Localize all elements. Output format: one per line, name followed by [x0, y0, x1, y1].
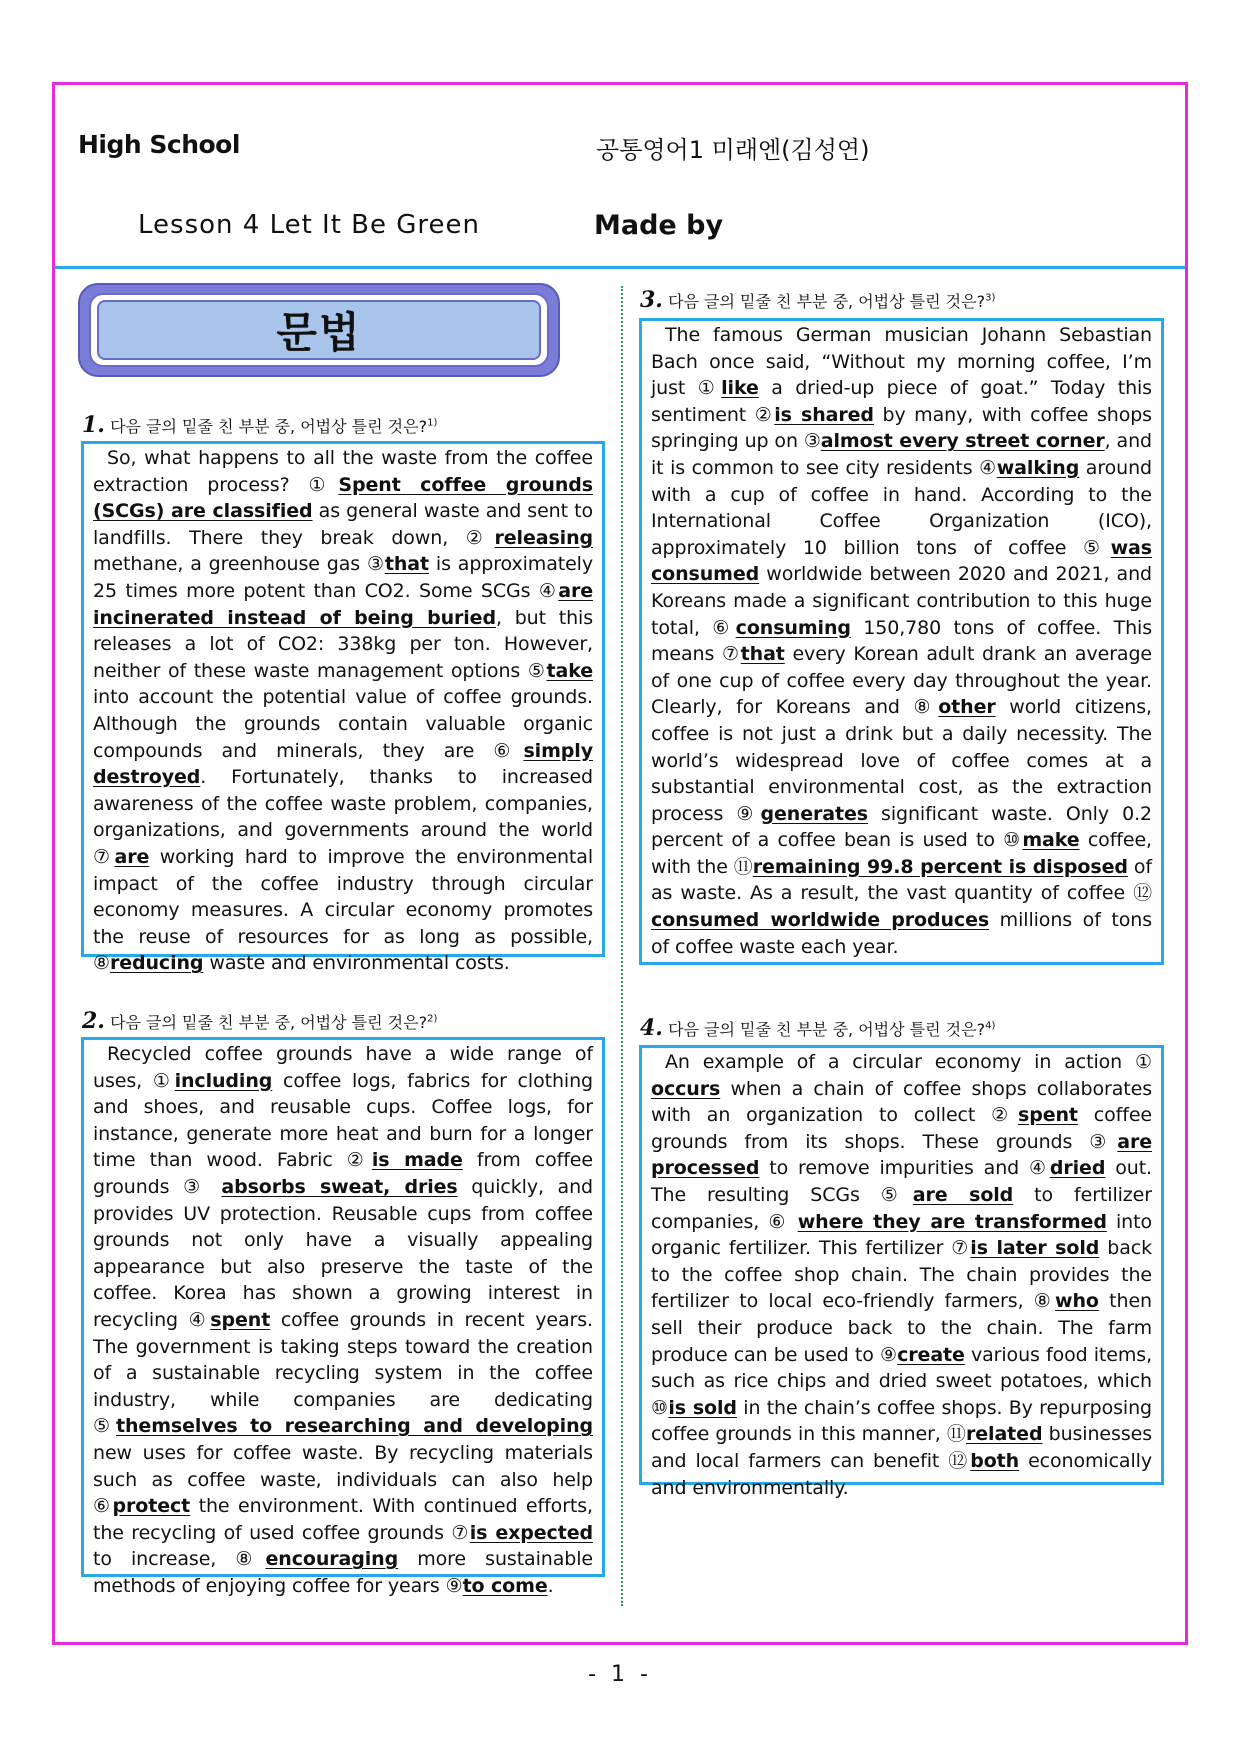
passage-segment: various food items, such as rice chips and dried sweet potatoes, which ⑩	[651, 1343, 1153, 1419]
underlined-choice: other	[938, 696, 996, 719]
underlined-choice: is expected	[469, 1521, 593, 1544]
underlined-choice: related	[965, 1423, 1043, 1446]
underlined-choice: like	[721, 377, 759, 400]
footnote-ref: 3)	[985, 292, 996, 304]
passage-segment: more sustainable methods of enjoying coffee for years ⑨	[93, 1548, 593, 1597]
underlined-choice: is later sold	[970, 1237, 1100, 1260]
passage-segment: .	[547, 1574, 554, 1597]
passage-segment: , and it is common to see city residents ④	[651, 430, 1152, 479]
question-prompt: 다음 글의 밑줄 친 부분 중, 어법상 틀린 것은?	[110, 1013, 428, 1032]
underlined-choice: consumed worldwide produces	[651, 909, 990, 932]
passage-segment: by many, with coffee shops springing up on ③	[651, 403, 1152, 453]
passage-segment: waste and environmental costs.	[203, 952, 510, 975]
passage-segment: world citizens, coffee is not just a drink but a daily necessity. The world’s widespread love of coffee comes at a substantial environmental cost, as the extraction process ⑨	[651, 696, 1152, 825]
section-badge	[78, 283, 560, 377]
passage-segment: worldwide between 2020 and 2021, and Koreans made a significant contribution to this huge total, ⑥	[651, 563, 1152, 639]
underlined-choice: generates	[760, 802, 868, 825]
question-number: 3.	[640, 287, 663, 313]
passage-segment: when a chain of coffee shops collaborates with an organization to collect ②	[651, 1077, 1152, 1127]
question-number: 2.	[82, 1008, 105, 1034]
passage-segment: millions of tons of coffee waste each year.	[651, 909, 1153, 958]
passage-segment: to increase, ⑧	[93, 1548, 266, 1571]
underlined-choice: is shared	[774, 403, 874, 426]
passage-segment: significant waste. Only 0.2 percent of a coffee bean is used to ⑩	[651, 802, 1152, 852]
column-divider	[621, 286, 623, 1606]
passage-segment: An example of a circular economy in action ①	[665, 1051, 1152, 1073]
passage-text	[93, 445, 593, 977]
passage-segment: in the chain’s coffee shops. By repurposing coffee grounds in this manner, ⑪	[651, 1396, 1153, 1446]
underlined-choice: was consumed	[651, 536, 1152, 586]
underlined-choice: to come	[462, 1574, 548, 1597]
header-school: High School	[78, 130, 240, 159]
underlined-choice: including	[174, 1069, 273, 1092]
made-by-label: Made by	[594, 210, 724, 241]
question-2-passage	[81, 1037, 605, 1597]
lesson-title: Lesson 4 Let It Be Green	[138, 210, 481, 240]
question-4-passage	[639, 1045, 1164, 1499]
underlined-choice: spent	[210, 1308, 271, 1331]
passage-segment: into account the potential value of coffee grounds. Although the grounds contain valuable organic compounds and minerals, they are ⑥	[93, 686, 593, 762]
underlined-choice: occurs	[651, 1077, 721, 1100]
passage-segment: ①	[308, 473, 339, 496]
passage-segment: 150,780 tons of coffee. This means ⑦	[651, 616, 1152, 666]
badge-label: 문법	[276, 308, 362, 357]
passage-segment: as general waste and sent to landfills. There they break down, ②	[93, 500, 594, 549]
underlined-choice: encouraging	[265, 1548, 399, 1571]
passage-segment: working hard to improve the environmental impact of the coffee industry through circular economy measures. A circular economy promotes the reuse of resources for as long as possible, ⑧	[93, 845, 593, 975]
underlined-choice: who	[1055, 1290, 1099, 1313]
underlined-choice: absorbs sweat, dries	[221, 1175, 458, 1198]
passage-segment: new uses for coffee waste. By recycling materials such as coffee waste, individuals can also help ⑥	[93, 1441, 593, 1518]
question-4-title	[640, 1015, 995, 1041]
underlined-choice: themselves to researching and developing	[116, 1415, 593, 1438]
footnote-ref: 4)	[985, 1020, 996, 1032]
underlined-choice: simply destroyed	[93, 739, 593, 789]
passage-segment: coffee grounds in recent years. The government is taking steps toward the creation of a sustainable recycling system in the coffee industry, while companies are dedicating ⑤	[93, 1308, 593, 1438]
badge-inner	[97, 300, 541, 360]
passage-segment: , but this releases a lot of CO2: 338kg per ton. However, neither of these waste management options ⑤	[93, 606, 593, 682]
passage-segment: coffee logs, fabrics for clothing and shoes, and reusable cups. Coffee logs, for instance, generate more heat and burn for a longer time than wood. Fabric ②	[93, 1069, 593, 1172]
passage-segment: into organic fertilizer. This fertilizer ⑦	[651, 1210, 1152, 1260]
underlined-choice: create	[897, 1343, 965, 1366]
underlined-choice: take	[546, 659, 593, 682]
passage-segment: around with a cup of coffee in hand. According to the International Coffee Organization (ICO), approximately 10 billion tons of coffee ⑤	[651, 456, 1152, 559]
underlined-choice: are sold	[912, 1183, 1014, 1206]
passage-text	[651, 1049, 1152, 1501]
question-2-title	[82, 1008, 437, 1034]
passage-segment: Recycled coffee grounds have a wide range of uses, ①	[93, 1043, 593, 1092]
passage-segment: the environment. With continued efforts, the recycling of used coffee grounds ⑦	[93, 1495, 593, 1544]
page-number: - 1 -	[588, 1662, 652, 1687]
underlined-choice: are	[114, 845, 150, 868]
footnote-ref: 2)	[427, 1013, 438, 1025]
underlined-choice: consuming	[735, 616, 851, 639]
underlined-choice: spent	[1017, 1104, 1078, 1127]
passage-segment: from coffee grounds ③	[93, 1149, 593, 1198]
passage-text	[93, 1041, 593, 1599]
underlined-choice: is made	[371, 1149, 463, 1172]
underlined-choice: remaining 99.8 percent is disposed	[752, 855, 1128, 878]
passage-segment: to remove impurities and ④	[759, 1157, 1050, 1180]
underlined-choice: protect	[112, 1495, 191, 1518]
question-number: 1.	[82, 412, 105, 438]
question-3-passage	[639, 318, 1164, 965]
question-1-passage	[81, 441, 605, 975]
passage-segment: businesses and local farmers can benefit ⑫	[651, 1423, 1153, 1472]
underlined-choice: walking	[996, 456, 1080, 479]
passage-segment: a dried-up piece of goat.” Today this sentiment ②	[651, 377, 1152, 426]
underlined-choice: dried	[1049, 1157, 1106, 1180]
footnote-ref: 1)	[427, 417, 438, 429]
underlined-choice: almost every street corner	[820, 430, 1105, 453]
passage-segment: quickly, and provides UV protection. Reusable cups from coffee grounds not only have a visually appealing appearance but also preserve the taste of the coffee. Korea has shown a growing interest in recycling ④	[93, 1175, 593, 1331]
question-1-title	[82, 412, 437, 438]
passage-segment: out. The resulting SCGs ⑤	[651, 1157, 1152, 1206]
underlined-choice: is sold	[668, 1396, 737, 1419]
question-number: 4.	[640, 1015, 663, 1041]
passage-segment: is approximately 25 times more potent than CO2. Some SCGs ④	[93, 553, 594, 602]
question-prompt: 다음 글의 밑줄 친 부분 중, 어법상 틀린 것은?	[668, 292, 986, 311]
underlined-choice: that	[740, 643, 785, 666]
passage-segment: . Fortunately, thanks to increased awareness of the coffee waste problem, companies, organizations, and governments around the world ⑦	[93, 766, 593, 868]
passage-segment: methane, a greenhouse gas ③	[93, 553, 385, 576]
underlined-choice: Spent coffee grounds (SCGs) are classified	[93, 473, 593, 523]
passage-text	[651, 322, 1152, 960]
underlined-choice: where they are transformed	[797, 1210, 1107, 1233]
question-prompt: 다음 글의 밑줄 친 부분 중, 어법상 틀린 것은?	[668, 1020, 986, 1039]
underlined-choice: releasing	[494, 526, 593, 549]
header-divider	[55, 266, 1185, 269]
passage-segment: The famous German musician Johann Sebastian Bach once said, “Without my morning coffee, I’m just ①	[651, 324, 1152, 400]
passage-segment: to fertilizer companies, ⑥	[651, 1183, 1152, 1233]
passage-segment: So, what happens to all the waste from the coffee extraction process?	[93, 447, 593, 496]
passage-segment: coffee, with the ⑪	[651, 829, 1152, 878]
underlined-choice: are incinerated instead of being buried	[93, 579, 593, 629]
passage-segment: economically and environmentally.	[651, 1449, 1152, 1499]
passage-segment: every Korean adult drank an average of one cup of coffee every day throughout the year. Clearly, for Koreans and ⑧	[651, 643, 1152, 719]
passage-segment: back to the coffee shop chain. The chain provides the fertilizer to local eco-friendly farmers, ⑧	[651, 1237, 1152, 1313]
question-prompt: 다음 글의 밑줄 친 부분 중, 어법상 틀린 것은?	[110, 417, 428, 436]
underlined-choice: both	[970, 1449, 1020, 1472]
question-3-title	[640, 287, 995, 313]
passage-segment: then sell their produce back to the chain. The farm produce can be used to ⑨	[651, 1290, 1152, 1366]
underlined-choice: that	[384, 553, 429, 576]
passage-segment: coffee grounds from its shops. These grounds ③	[651, 1104, 1152, 1153]
header-textbook: 공통영어1 미래엔(김성연)	[596, 136, 870, 164]
underlined-choice: reducing	[109, 952, 204, 975]
underlined-choice: make	[1022, 829, 1080, 852]
passage-segment: of as waste. As a result, the vast quantity of coffee ⑫	[651, 855, 1152, 905]
underlined-choice: are processed	[651, 1130, 1152, 1180]
